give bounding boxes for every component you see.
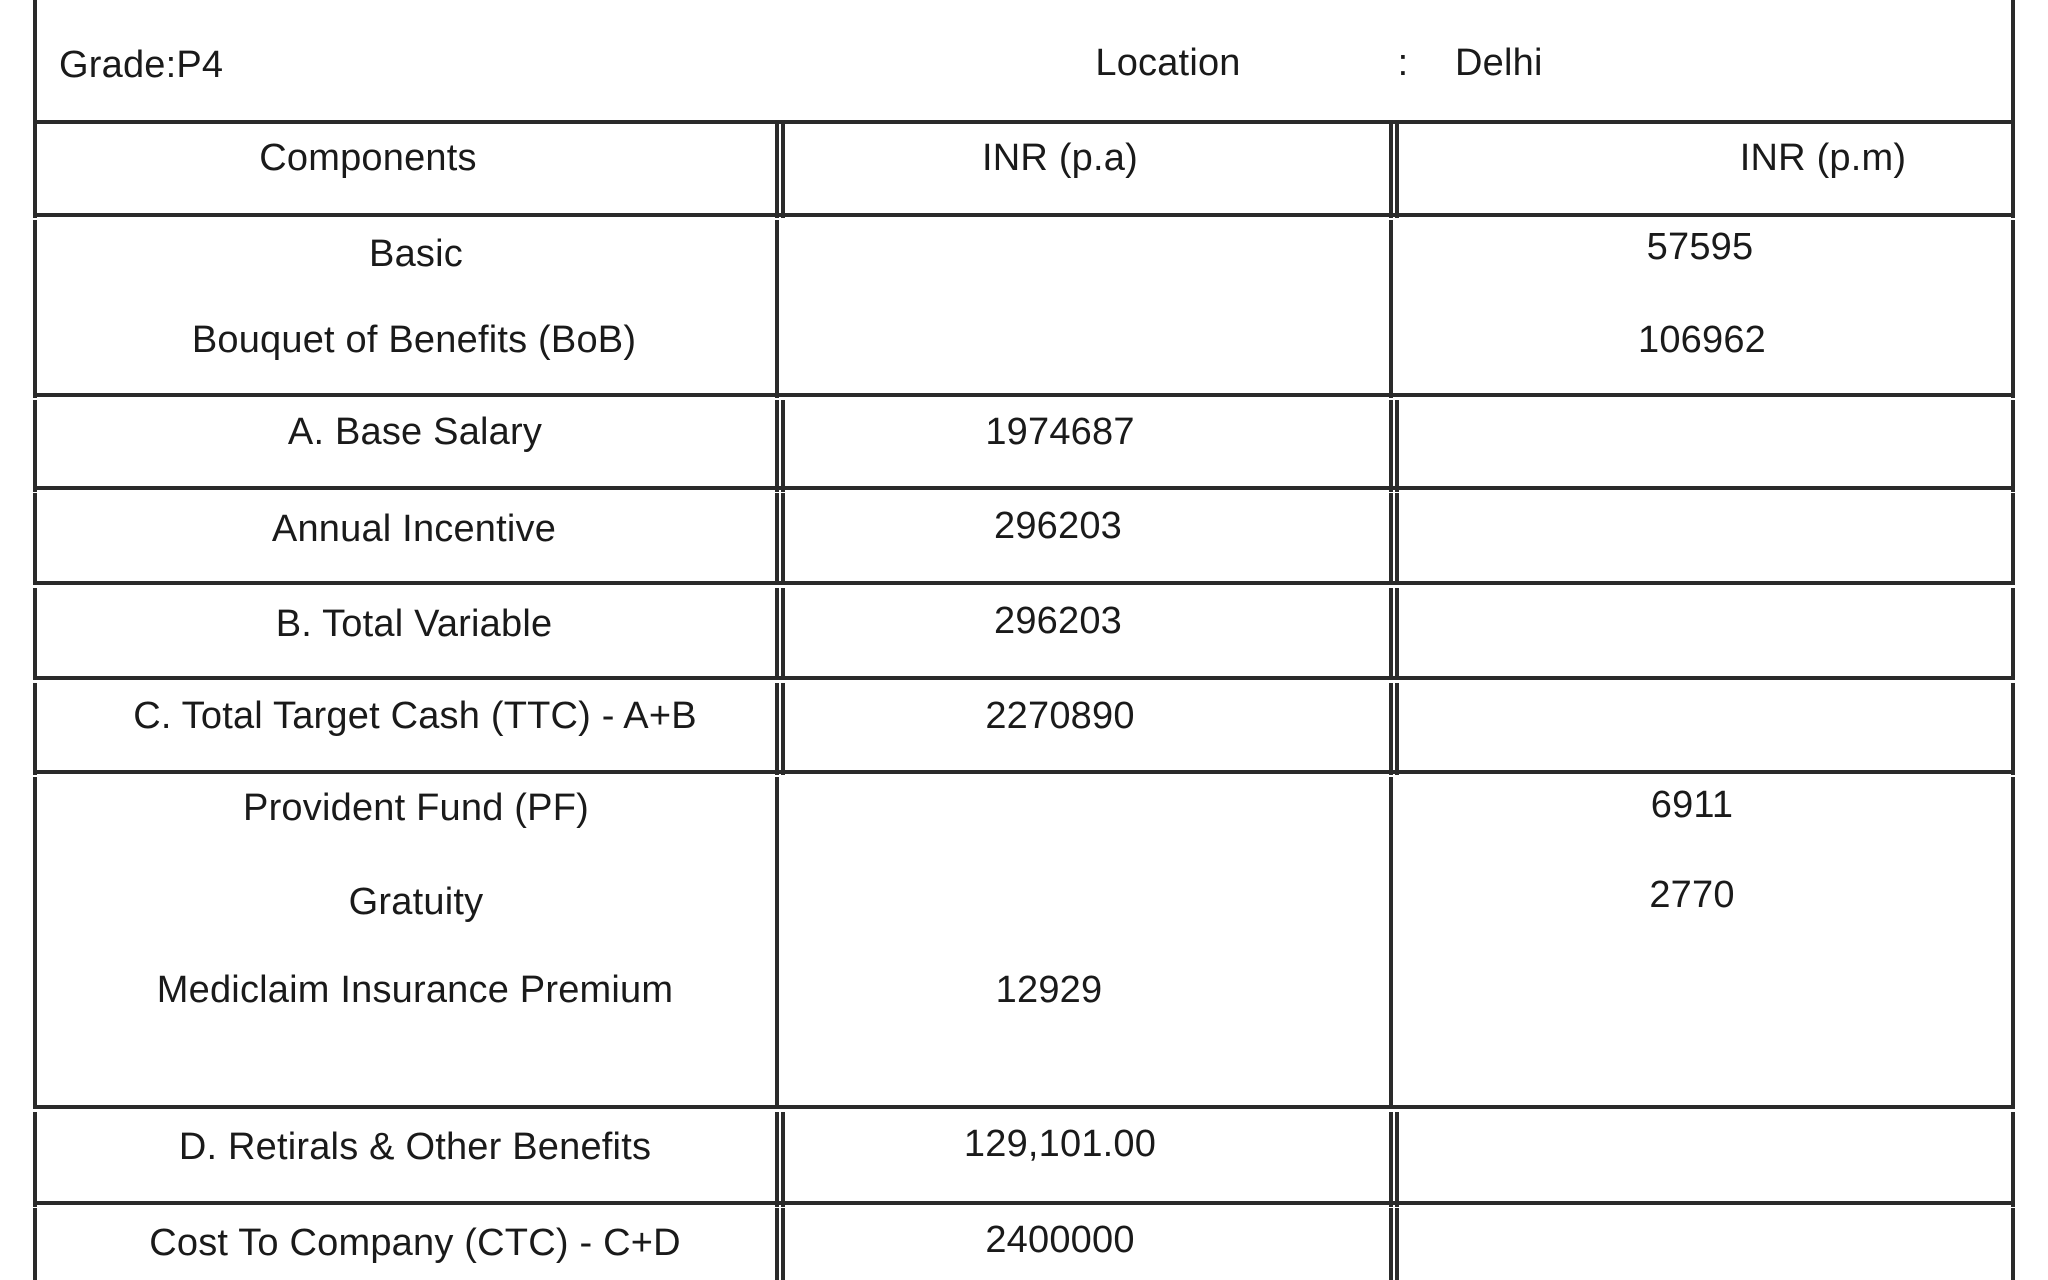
column-header-inr-pm: INR (p.m) — [1739, 137, 1907, 179]
row-line-d-bottom — [33, 1201, 2015, 1205]
v-rd-f — [2011, 1112, 2015, 1207]
row-mediclaim-component: Mediclaim Insurance Premium — [156, 969, 674, 1011]
grade-label: Grade:P4 — [59, 44, 224, 86]
v-ctc-d — [1389, 1208, 1393, 1280]
v-g1-a — [33, 220, 37, 398]
col-border-5 — [1395, 122, 1399, 218]
row-line-a-bottom — [33, 486, 2015, 490]
location-separator: : — [1397, 42, 1409, 84]
v-rb-e — [1395, 588, 1399, 680]
v-rb-a — [33, 588, 37, 680]
row-line-g1-bottom — [33, 393, 2015, 397]
v-rd-e — [1395, 1112, 1399, 1207]
v-ai-c — [781, 493, 785, 585]
col-border-4 — [1389, 122, 1393, 218]
row-line-g2-bottom — [33, 1105, 2015, 1109]
border-left-header — [33, 0, 37, 124]
v-rb-d — [1389, 588, 1393, 680]
col-border-6 — [2011, 122, 2015, 218]
v-rd-b — [775, 1112, 779, 1207]
v-ctc-f — [2011, 1208, 2015, 1280]
col-border-2 — [775, 122, 779, 218]
v-ctc-c — [781, 1208, 785, 1280]
v-ra-c — [781, 400, 785, 492]
row-retirals-component: D. Retirals & Other Benefits — [178, 1126, 652, 1168]
border-right-header — [2011, 0, 2015, 124]
row-base-salary-pa: 1974687 — [985, 411, 1135, 453]
row-annual-incentive-component: Annual Incentive — [271, 508, 557, 550]
v-g2-a — [33, 777, 37, 1109]
v-rb-f — [2011, 588, 2015, 680]
v-rb-c — [781, 588, 785, 680]
v-rc-b — [775, 683, 779, 775]
row-total-variable-pa: 296203 — [993, 600, 1123, 642]
row-total-target-cash-pa: 2270890 — [985, 695, 1135, 737]
row-ctc-component: Cost To Company (CTC) - C+D — [149, 1222, 681, 1264]
v-g2-c — [1389, 777, 1393, 1109]
v-rd-d — [1389, 1112, 1393, 1207]
v-ai-a — [33, 493, 37, 585]
v-g1-b — [775, 220, 779, 398]
v-g2-b — [775, 777, 779, 1109]
row-mediclaim-pa: 12929 — [995, 969, 1103, 1011]
row-provident-fund-pm: 6911 — [1650, 784, 1734, 826]
row-basic-pm: 57595 — [1646, 226, 1754, 268]
row-total-variable-component: B. Total Variable — [275, 603, 553, 645]
location-label: Location — [1095, 42, 1241, 84]
v-ai-e — [1395, 493, 1399, 585]
row-line-header-bottom — [33, 213, 2015, 217]
row-bob-pm: 106962 — [1637, 319, 1767, 361]
v-g2-d — [2011, 777, 2015, 1109]
row-retirals-pa: 129,101.00 — [963, 1123, 1157, 1165]
column-header-inr-pa: INR (p.a) — [982, 137, 1138, 179]
row-bob-component: Bouquet of Benefits (BoB) — [191, 319, 637, 361]
v-rc-a — [33, 683, 37, 775]
row-basic-component: Basic — [369, 233, 463, 275]
v-ra-e — [1395, 400, 1399, 492]
v-rb-b — [775, 588, 779, 680]
v-rc-f — [2011, 683, 2015, 775]
row-base-salary-component: A. Base Salary — [287, 411, 543, 453]
v-ra-f — [2011, 400, 2015, 492]
v-ctc-a — [33, 1208, 37, 1280]
v-rc-e — [1395, 683, 1399, 775]
v-rd-a — [33, 1112, 37, 1207]
location-value: Delhi — [1455, 42, 1543, 84]
v-g1-c — [1389, 220, 1393, 398]
v-ctc-b — [775, 1208, 779, 1280]
v-ai-b — [775, 493, 779, 585]
v-ai-d — [1389, 493, 1393, 585]
v-rc-d — [1389, 683, 1393, 775]
row-provident-fund-component: Provident Fund (PF) — [243, 787, 589, 829]
col-border-1 — [33, 122, 37, 218]
row-line-b-bottom — [33, 676, 2015, 680]
row-ctc-pa: 2400000 — [985, 1219, 1135, 1261]
row-line-ai-bottom — [33, 581, 2015, 585]
v-ra-b — [775, 400, 779, 492]
v-ai-f — [2011, 493, 2015, 585]
v-rc-c — [781, 683, 785, 775]
v-ra-a — [33, 400, 37, 492]
row-line-c-bottom — [33, 770, 2015, 774]
row-annual-incentive-pa: 296203 — [993, 505, 1123, 547]
row-gratuity-pm: 2770 — [1649, 874, 1735, 916]
col-border-3 — [781, 122, 785, 218]
column-header-components: Components — [259, 137, 477, 179]
row-gratuity-component: Gratuity — [348, 881, 484, 923]
v-rd-c — [781, 1112, 785, 1207]
v-ctc-e — [1395, 1208, 1399, 1280]
v-g1-d — [2011, 220, 2015, 398]
v-ra-d — [1389, 400, 1393, 492]
header-divider — [33, 120, 2015, 124]
row-total-target-cash-component: C. Total Target Cash (TTC) - A+B — [133, 695, 697, 737]
